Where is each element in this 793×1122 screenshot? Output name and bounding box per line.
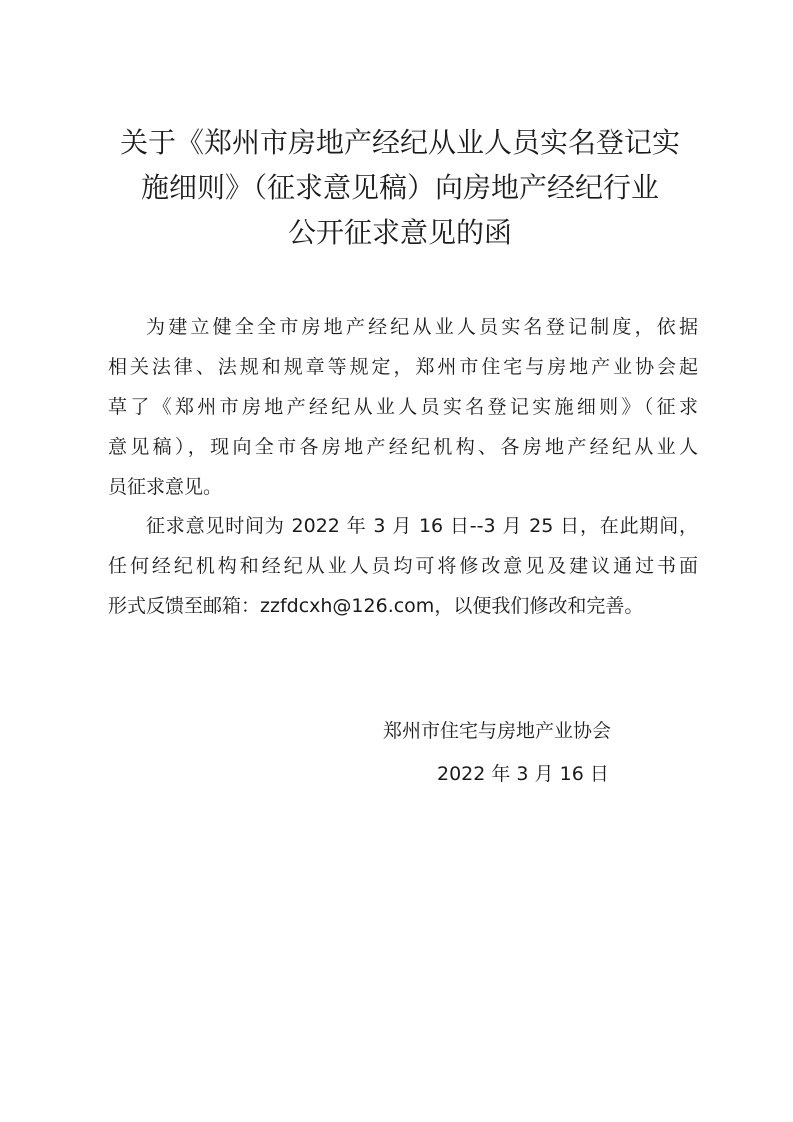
document-title-line-1: 关于《郑州市房地产经纪从业人员实名登记实 (119, 126, 680, 159)
signature-organization: 郑州市住宅与房地产业协会 (383, 720, 612, 742)
paragraph-2-line-2: 任何经纪机构和经纪从业人员均可将修改意见及建议通过书面 (108, 555, 698, 577)
document-title-line-3: 公开征求意见的函 (287, 216, 512, 249)
paragraph-1-line-1: 为建立健全全市房地产经纪从业人员实名登记制度，依据 (146, 316, 698, 338)
paragraph-1-line-4: 意见稿），现向全市各房地产经纪机构、各房地产经纪从业人 (108, 436, 698, 458)
paragraph-1 (108, 307, 698, 507)
paragraph-2 (108, 506, 698, 626)
paragraph-2-line-3: 形式反馈至邮箱：zzfdcxh@126.com，以便我们修改和完善。 (108, 595, 644, 617)
paragraph-1-line-3: 草了《郑州市房地产经纪从业人员实名登记实施细则》（征求 (108, 396, 698, 418)
signature-date: 2022 年 3 月 16 日 (437, 763, 609, 785)
paragraph-2-line-1: 征求意见时间为 2022 年 3 月 16 日--3 月 25 日，在此期间， (146, 515, 698, 537)
document-title-line-2: 施细则》（征求意见稿）向房地产经纪行业 (140, 171, 659, 204)
paragraph-1-line-2: 相关法律、法规和规章等规定，郑州市住宅与房地产业协会起 (108, 356, 698, 378)
paragraph-1-line-5: 员征求意见。 (108, 476, 223, 498)
